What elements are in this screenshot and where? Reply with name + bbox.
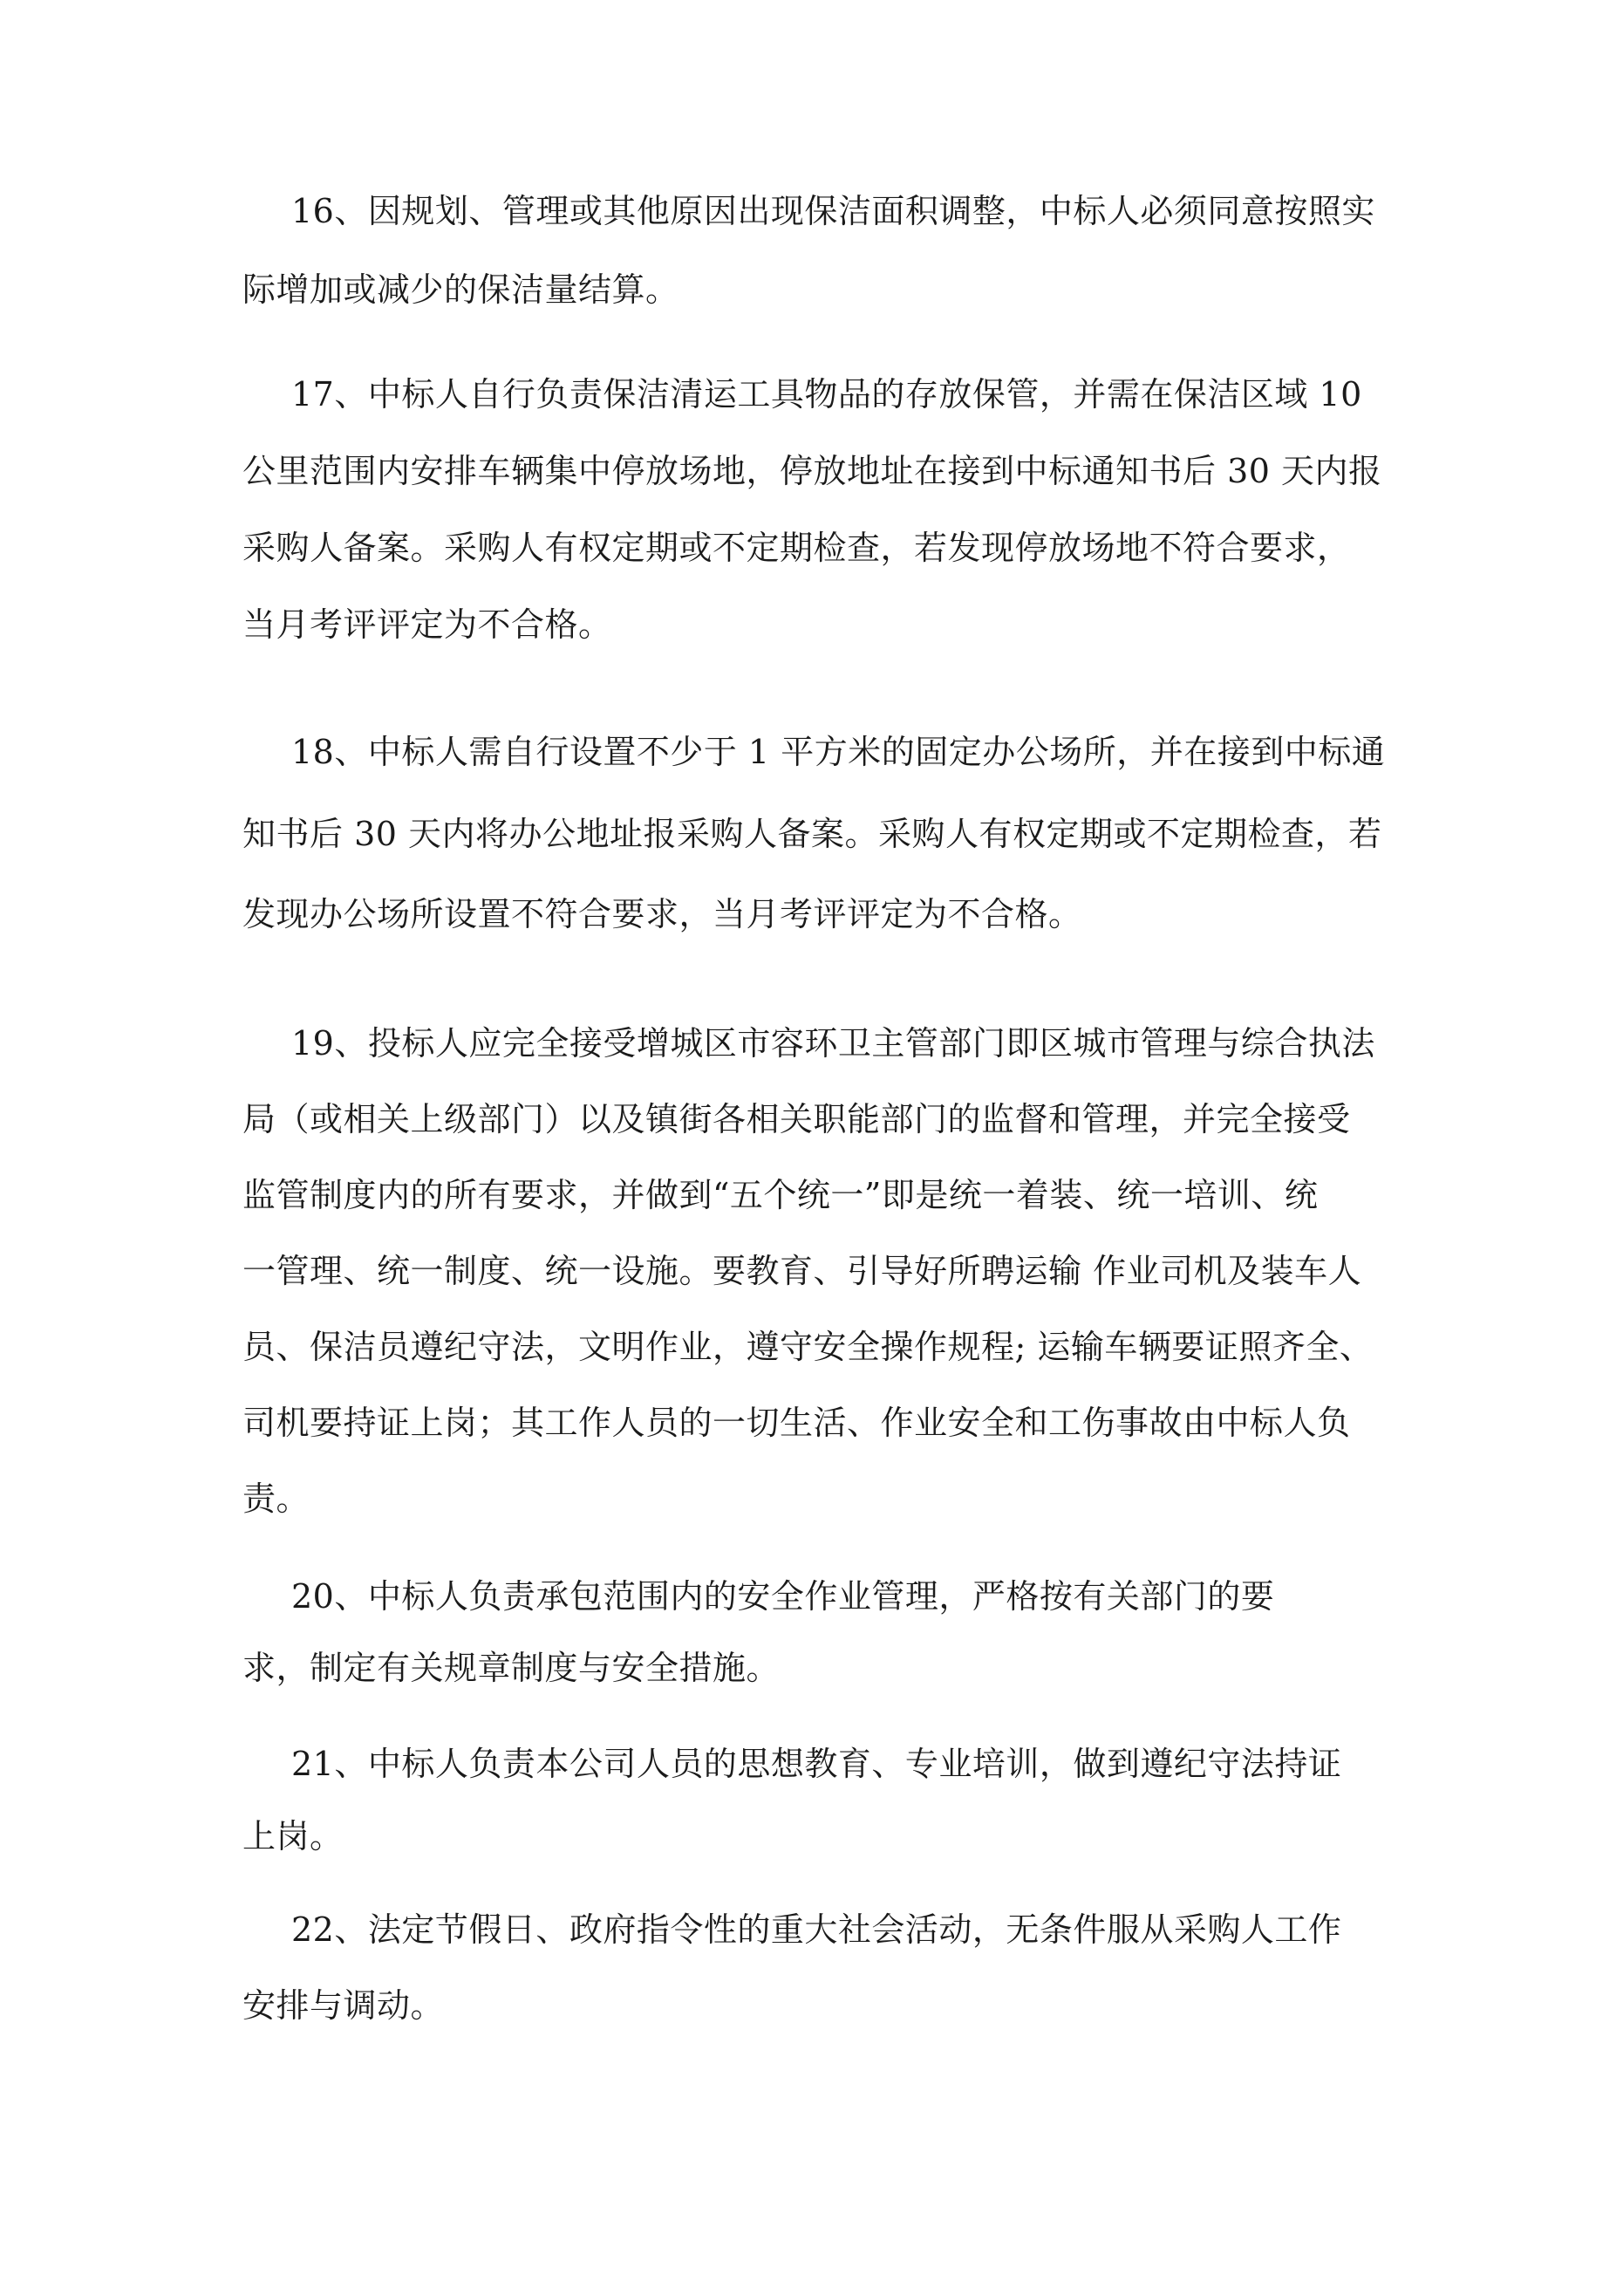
clause-text-line: 20、中标人负责承包范围内的安全作业管理，严格按有关部门的要 [291,1577,1275,1616]
clause-text-line: 22、法定节假日、政府指令性的重大社会活动，无条件服从采购人工作 [291,1910,1342,1949]
clause-text-line: 安排与调动。 [242,1986,445,2025]
clause-text-line: 采购人备案。采购人有权定期或不定期检查，若发现停放场地不符合要求， [242,529,1351,567]
clause-text-line: 上岗。 [242,1817,344,1855]
clause-text-line: 18、中标人需自行设置不少于 1 平方米的固定办公场所，并在接到中标通 [291,733,1386,771]
clause-text-line: 局（或相关上级部门）以及镇街各相关职能部门的监督和管理，并完全接受 [242,1100,1351,1138]
clause-text-line: 知书后 30 天内将办公地址报采购人备案。采购人有权定期或不定期检查，若 [242,815,1382,853]
clause-text-line: 公里范围内安排车辆集中停放场地，停放地址在接到中标通知书后 30 天内报 [242,452,1382,490]
clause-text-line: 监管制度内的所有要求，并做到“五个统一”即是统一着装、统一培训、统 [242,1176,1319,1214]
clause-text-line: 责。 [242,1479,310,1518]
clause-text-line: 当月考评评定为不合格。 [242,605,612,644]
clause-text-line: 司机要持证上岗；其工作人员的一切生活、作业安全和工伤事故由中标人负 [242,1404,1351,1442]
clause-text-line: 17、中标人自行负责保洁清运工具物品的存放保管，并需在保洁区域 10 [291,375,1362,413]
clause-text-line: 16、因规划、管理或其他原因出现保洁面积调整，中标人必须同意按照实 [291,192,1375,230]
clause-text-line: 际增加或减少的保洁量结算。 [242,270,679,309]
clause-text-line: 19、投标人应完全接受增城区市容环卫主管部门即区城市管理与综合执法 [291,1024,1375,1063]
clause-text-line: 一管理、统一制度、统一设施。要教育、引导好所聘运输 作业司机及装车人 [242,1252,1362,1290]
clause-text-line: 发现办公场所设置不符合要求，当月考评评定为不合格。 [242,895,1082,933]
clause-text-line: 员、保洁员遵纪守法，文明作业，遵守安全操作规程; 运输车辆要证照齐全、 [242,1328,1374,1366]
clause-text-line: 21、中标人负责本公司人员的思想教育、专业培训，做到遵纪守法持证 [291,1745,1342,1783]
clause-text-line: 求，制定有关规章制度与安全措施。 [242,1649,781,1687]
